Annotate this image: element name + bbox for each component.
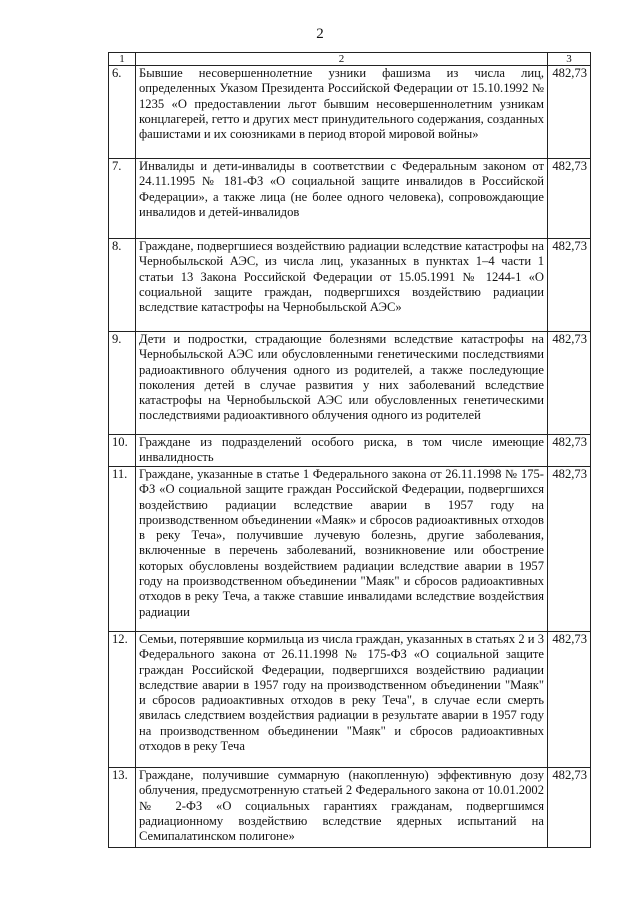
- table-body: [109, 53, 591, 848]
- row-number: 13.: [109, 768, 136, 848]
- row-description: Граждане, указанные в статье 1 Федерального закона от 26.11.1998 № 175-ФЗ «О социальной защите граждан Российской Федерации, подвергшихся воздействию радиации вследствие аварии в 1957 году на производственном объединении «Маяк» и сбросов радиоактивных отходов в реку Теча», получившие лучевую болезнь, другие заболевания, включенные в перечень заболеваний, возникновение или обострение которых обусловлены воздействием радиации вследствие аварии в 1957 году на производственном объединении "Маяк" и сбросов радиоактивных отходов в реку Теча, а также ставшие инвалидами вследствие воздействия радиации: [136, 467, 548, 632]
- row-number: 7.: [109, 159, 136, 239]
- row-amount: 482,73: [548, 66, 591, 159]
- row-amount: 482,73: [548, 239, 591, 332]
- row-amount: 482,73: [548, 632, 591, 768]
- table-row: [109, 768, 591, 848]
- row-description: Граждане, получившие суммарную (накопленную) эффективную дозу облучения, предусмотренную статьей 2 Федерального закона от 10.01.2002 № 2-ФЗ «О социальных гарантиях гражданам, подвергшимся радиационному воздействию вследствие ядерных испытаний на Семипалатинском полигоне»: [136, 768, 548, 848]
- row-amount: 482,73: [548, 332, 591, 435]
- row-amount: 482,73: [548, 435, 591, 467]
- row-amount: 482,73: [548, 159, 591, 239]
- table-header-row: [109, 53, 591, 66]
- page-number: 2: [316, 26, 324, 42]
- row-number: 9.: [109, 332, 136, 435]
- row-number: 12.: [109, 632, 136, 768]
- table-row: [109, 632, 591, 768]
- benefits-table: [108, 52, 591, 848]
- row-number: 6.: [109, 66, 136, 159]
- header-col-2: 2: [136, 53, 548, 66]
- table-row: [109, 66, 591, 159]
- row-description: Граждане, подвергшиеся воздействию радиации вследствие катастрофы на Чернобыльской АЭС, из числа лиц, указанных в пунктах 1–4 части 1 статьи 13 Закона Российской Федерации от 15.05.1991 № 1244-1 «О социальной защите граждан, подвергшихся воздействию радиации вследствие катастрофы на Чернобыльской АЭС»: [136, 239, 548, 332]
- table-row: [109, 239, 591, 332]
- table-row: [109, 159, 591, 239]
- row-amount: 482,73: [548, 467, 591, 632]
- row-description: Дети и подростки, страдающие болезнями вследствие катастрофы на Чернобыльской АЭС или обусловленными генетическими последствиями радиоактивного облучения одного из родителей, а также последующие поколения детей в случае развития у них заболеваний вследствие катастрофы на Чернобыльской АЭС или обусловленных генетическими последствиями радиоактивного облучения одного из родителей: [136, 332, 548, 435]
- row-description: Бывшие несовершеннолетние узники фашизма из числа лиц, определенных Указом Президента Российской Федерации от 15.10.1992 № 1235 «О предоставлении льгот бывшим несовершеннолетним узникам концлагерей, гетто и других мест принудительного содержания, созданных фашистами и их союзниками в период второй мировой войны»: [136, 66, 548, 159]
- table-row: [109, 332, 591, 435]
- row-description: Инвалиды и дети-инвалиды в соответствии с Федеральным законом от 24.11.1995 № 181-ФЗ «О социальной защите инвалидов в Российской Федерации», а также лица (не более одного человека), сопровождающие инвалидов и детей-инвалидов: [136, 159, 548, 239]
- table-row: [109, 467, 591, 632]
- row-description: Граждане из подразделений особого риска, в том числе имеющие инвалидность: [136, 435, 548, 467]
- row-number: 10.: [109, 435, 136, 467]
- header-col-1: 1: [109, 53, 136, 66]
- row-description: Семьи, потерявшие кормильца из числа граждан, указанных в статьях 2 и 3 Федерального закона от 26.11.1998 № 175-ФЗ «О социальной защите граждан Российской Федерации, подвергшихся воздействию радиации вследствие аварии в 1957 году на производственном объединении "Маяк" и сбросов радиоактивных отходов в реку Теча", в случае если смерть явилась следствием воздействия радиации в результате аварии в 1957 году на производственном объединении "Маяк" и сбросов радиоактивных отходов в реку Теча: [136, 632, 548, 768]
- row-number: 11.: [109, 467, 136, 632]
- table-row: [109, 435, 591, 467]
- header-col-3: 3: [548, 53, 591, 66]
- row-amount: 482,73: [548, 768, 591, 848]
- row-number: 8.: [109, 239, 136, 332]
